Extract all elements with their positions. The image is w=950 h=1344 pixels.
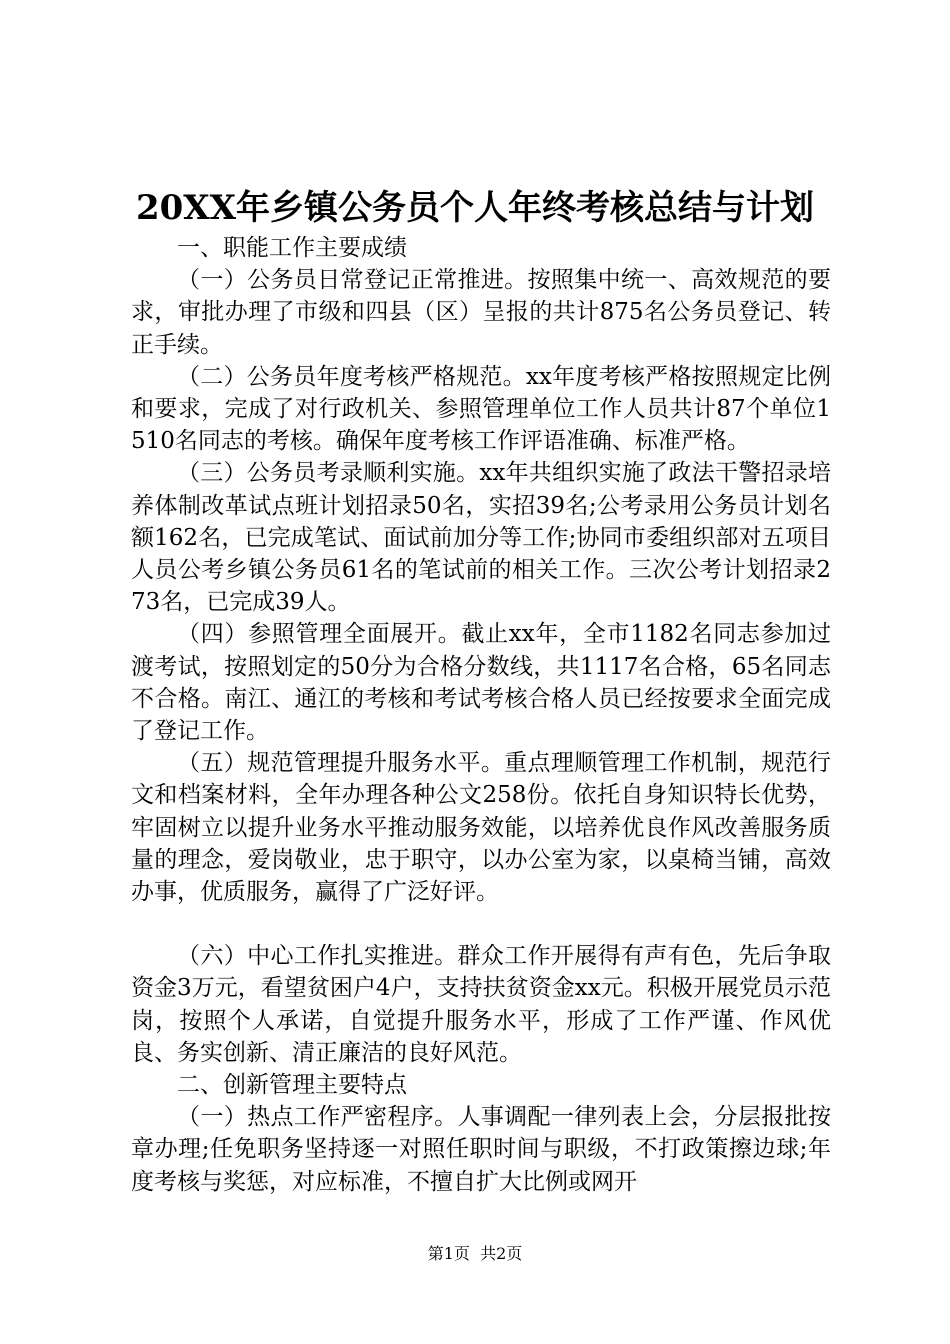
document-title: 20XX年乡镇公务员个人年终考核总结与计划 [135,188,815,228]
body-paragraph: （二）公务员年度考核严格规范。xx年度考核严格按照规定比例和要求，完成了对行政机关、参照管理单位工作人员共计87个单位1510名同志的考核。确保年度考核工作评语准确、标准严格。 [131,363,831,455]
body-paragraph: （三）公务员考录顺利实施。xx年共组织实施了政法干警招录培养体制改革试点班计划招录50名，实招39名;公考录用公务员计划名额162名，已完成笔试、面试前加分等工作;协同市委组织部对五项目人员公考乡镇公务员61名的笔试前的相关工作。三次公考计划招录273名，已完成39人。 [131,460,831,616]
page-footer [0,1244,950,1264]
body-paragraph: （一）公务员日常登记正常推进。按照集中统一、高效规范的要求，审批办理了市级和四县（区）呈报的共计875名公务员登记、转正手续。 [131,267,831,358]
page-number: 第1页 共2页 [427,1244,523,1263]
body-paragraph: （五）规范管理提升服务水平。重点理顺管理工作机制，规范行文和档案材料，全年办理各种公文258份。依托自身知识特长优势，牢固树立以提升业务水平推动服务效能，以培养优良作风改善服务质量的理念，爱岗敬业，忠于职守，以办公室为家，以桌椅当铺，高效办事，优质服务，赢得了广泛好评。 [131,750,831,906]
body-paragraph: （四）参照管理全面展开。截止xx年，全市1182名同志参加过渡考试，按照划定的50分为合格分数线，共1117名合格，65名同志不合格。南江、通江的考核和考试考核合格人员已经按要求全面完成了登记工作。 [131,621,831,745]
document-body [131,232,831,1198]
section-heading-2: 二、创新管理主要特点 [177,1072,407,1099]
body-paragraph: （一）热点工作严密程序。人事调配一律列表上会，分层报批按章办理;任免职务坚持逐一对照任职时间与职级，不打政策擦边球;年度考核与奖惩，对应标准，不擅自扩大比例或网开 [131,1104,831,1195]
section-heading-1: 一、职能工作主要成绩 [177,235,407,261]
body-paragraph: （六）中心工作扎实推进。群众工作开展得有声有色，先后争取资金3万元，看望贫困户4户，支持扶贫资金xx元。积极开展党员示范岗，按照个人承诺，自觉提升服务水平，形成了工作严谨、作风优良、务实创新、清正廉洁的良好风范。 [131,943,831,1066]
